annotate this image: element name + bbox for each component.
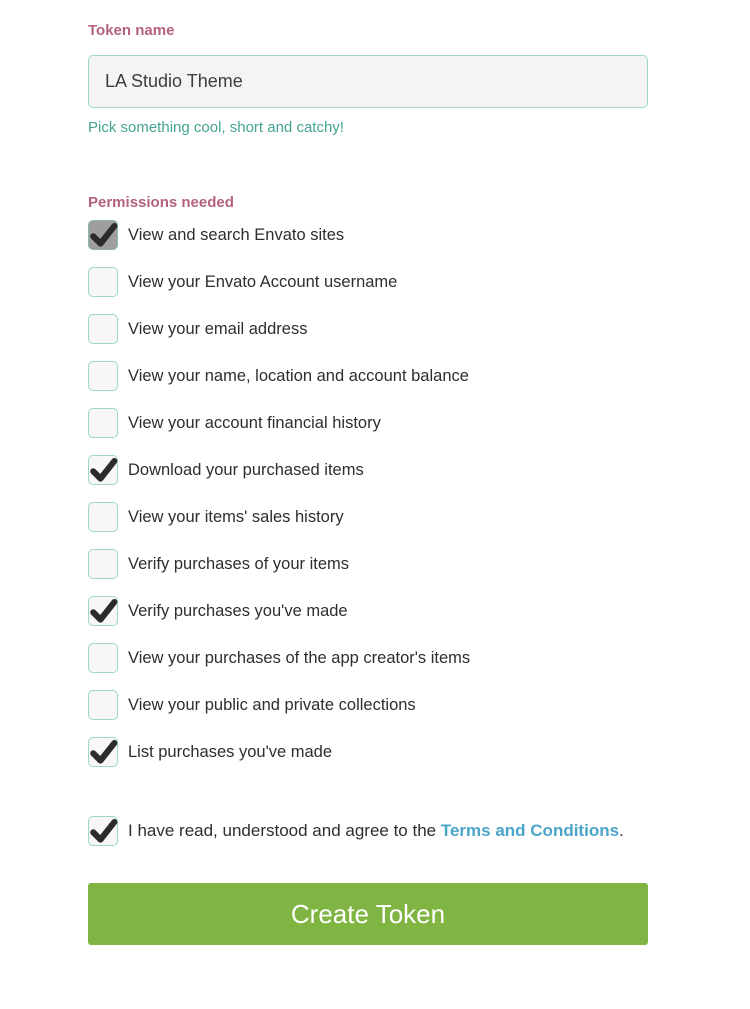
checkmark-icon bbox=[89, 455, 118, 484]
permission-checkbox[interactable] bbox=[88, 596, 118, 626]
permission-checkbox[interactable] bbox=[88, 455, 118, 485]
permission-label: View your name, location and account balance bbox=[128, 366, 469, 385]
permission-checkbox[interactable] bbox=[88, 314, 118, 344]
permission-row bbox=[88, 361, 648, 391]
permission-checkbox[interactable] bbox=[88, 549, 118, 579]
agreement-row bbox=[88, 816, 648, 846]
create-token-button[interactable]: Create Token bbox=[88, 883, 648, 945]
permission-row bbox=[88, 220, 648, 250]
permission-checkbox[interactable] bbox=[88, 643, 118, 673]
permission-label: Download your purchased items bbox=[128, 460, 364, 479]
permission-row bbox=[88, 267, 648, 297]
permission-label: View your items' sales history bbox=[128, 507, 344, 526]
permissions-list bbox=[88, 220, 648, 767]
permission-checkbox[interactable] bbox=[88, 220, 118, 250]
permission-checkbox[interactable] bbox=[88, 361, 118, 391]
permission-checkbox[interactable] bbox=[88, 408, 118, 438]
permission-row bbox=[88, 314, 648, 344]
checkmark-icon bbox=[89, 596, 118, 625]
permission-label: List purchases you've made bbox=[128, 742, 333, 761]
agreement-text-before: I have read, understood and agree to the bbox=[128, 821, 441, 840]
checkmark-icon bbox=[89, 737, 118, 766]
permission-label: View your public and private collections bbox=[128, 695, 416, 714]
token-name-helper: Pick something cool, short and catchy! bbox=[88, 119, 344, 136]
permissions-label: Permissions needed bbox=[88, 194, 234, 211]
permission-checkbox[interactable] bbox=[88, 502, 118, 532]
permission-row bbox=[88, 408, 648, 438]
permission-row bbox=[88, 737, 648, 767]
agreement-text bbox=[128, 821, 624, 841]
permission-row bbox=[88, 690, 648, 720]
token-name-input[interactable] bbox=[88, 55, 648, 108]
permission-row bbox=[88, 596, 648, 626]
token-name-label: Token name bbox=[88, 22, 175, 39]
terms-and-conditions-link[interactable]: Terms and Conditions bbox=[440, 821, 620, 840]
permission-row bbox=[88, 502, 648, 532]
permission-label: Verify purchases you've made bbox=[128, 601, 348, 620]
permission-label: Verify purchases of your items bbox=[128, 554, 350, 573]
permission-label: View your Envato Account username bbox=[128, 272, 398, 291]
agreement-text-after: . bbox=[619, 821, 624, 840]
permission-row bbox=[88, 549, 648, 579]
permission-checkbox[interactable] bbox=[88, 690, 118, 720]
permission-row bbox=[88, 455, 648, 485]
permission-label: View your account financial history bbox=[128, 413, 381, 432]
permission-checkbox[interactable] bbox=[88, 267, 118, 297]
permission-checkbox[interactable] bbox=[88, 737, 118, 767]
permission-row bbox=[88, 643, 648, 673]
agreement-checkbox[interactable] bbox=[88, 816, 118, 846]
permission-label: View your purchases of the app creator's items bbox=[128, 648, 471, 667]
permission-label: View your email address bbox=[128, 319, 308, 338]
checkmark-icon bbox=[89, 816, 118, 845]
checkmark-icon bbox=[89, 220, 118, 249]
permission-label: View and search Envato sites bbox=[128, 225, 345, 244]
